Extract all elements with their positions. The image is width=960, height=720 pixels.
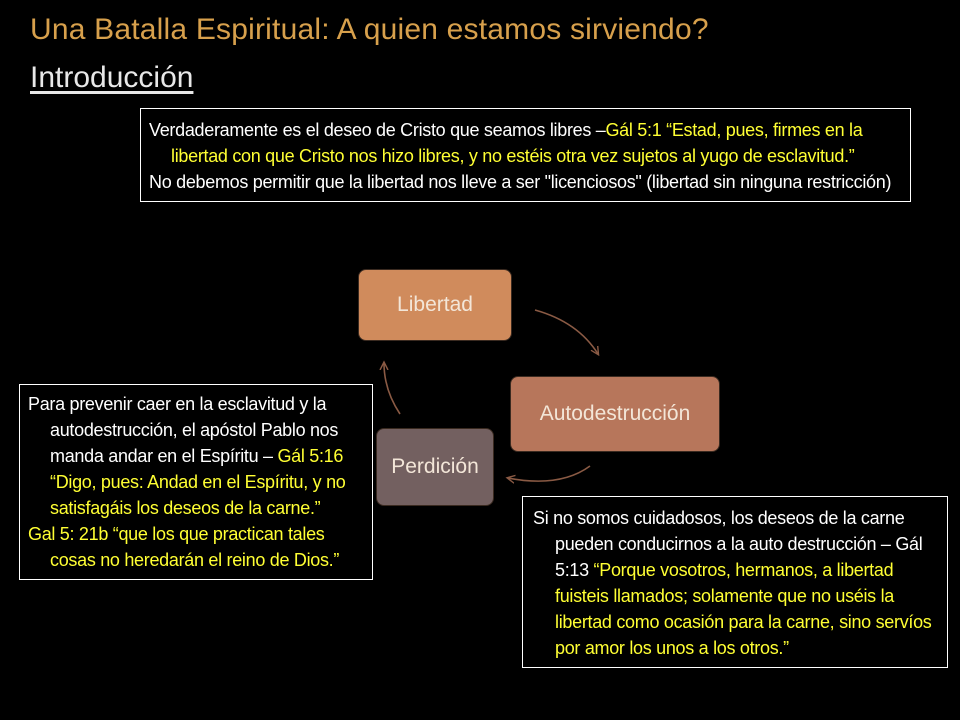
- flesh-intro-text: Si no somos cuidadosos, los deseos de la carne pueden conducirnos a la auto destrucción – Gál 5:13: [533, 508, 923, 580]
- slide-subtitle: Introducción: [30, 61, 194, 94]
- arrow-libertad-to-autodestruccion: [535, 310, 598, 354]
- flesh-paragraph: [533, 505, 941, 661]
- galatians-5-21b-quote: Gal 5: 21b “que los que practican tales cosas no heredarán el reino de Dios.”: [28, 524, 340, 570]
- slide-title: Una Batalla Espiritual: A quien estamos sirviendo?: [30, 13, 709, 46]
- cycle-node-libertad: Libertad: [358, 269, 512, 341]
- galatians-5-13-quote: “Porque vosotros, hermanos, a libertad fuisteis llamados; solamente que no uséis la libertad como ocasión para la carne, sino servíos por amor los unos a los otros.”: [555, 560, 932, 658]
- cycle-node-autodestruccion: Autodestrucción: [510, 376, 720, 452]
- galatians-5-16-quote: Gál 5:16 “Digo, pues: Andad en el Espíritu, y no satisfagáis los deseos de la carne.”: [50, 446, 346, 518]
- galatians-5-1-quote: Gál 5:1 “Estad, pues, firmes en la libertad con que Cristo nos hizo libres, y no estéis otra vez sujetos al yugo de esclavitud.”: [171, 120, 863, 166]
- licentious-paragraph: No debemos permitir que la libertad nos lleve a ser "licenciosos" (libertad sin ninguna restricción): [149, 172, 892, 192]
- spirit-text-box: [19, 384, 373, 580]
- arrow-autodestruccion-to-perdicion: [508, 466, 590, 481]
- flesh-text-box: [522, 496, 948, 668]
- freedom-intro-text: Verdaderamente es el deseo de Cristo que seamos libres –: [149, 120, 606, 140]
- arrow-perdicion-to-libertad: [384, 363, 400, 414]
- spirit-intro-text: Para prevenir caer en la esclavitud y la autodestrucción, el apóstol Pablo nos manda andar en el Espíritu –: [28, 394, 339, 466]
- spirit-paragraph: [28, 391, 366, 521]
- cycle-node-perdicion: Perdición: [376, 428, 494, 506]
